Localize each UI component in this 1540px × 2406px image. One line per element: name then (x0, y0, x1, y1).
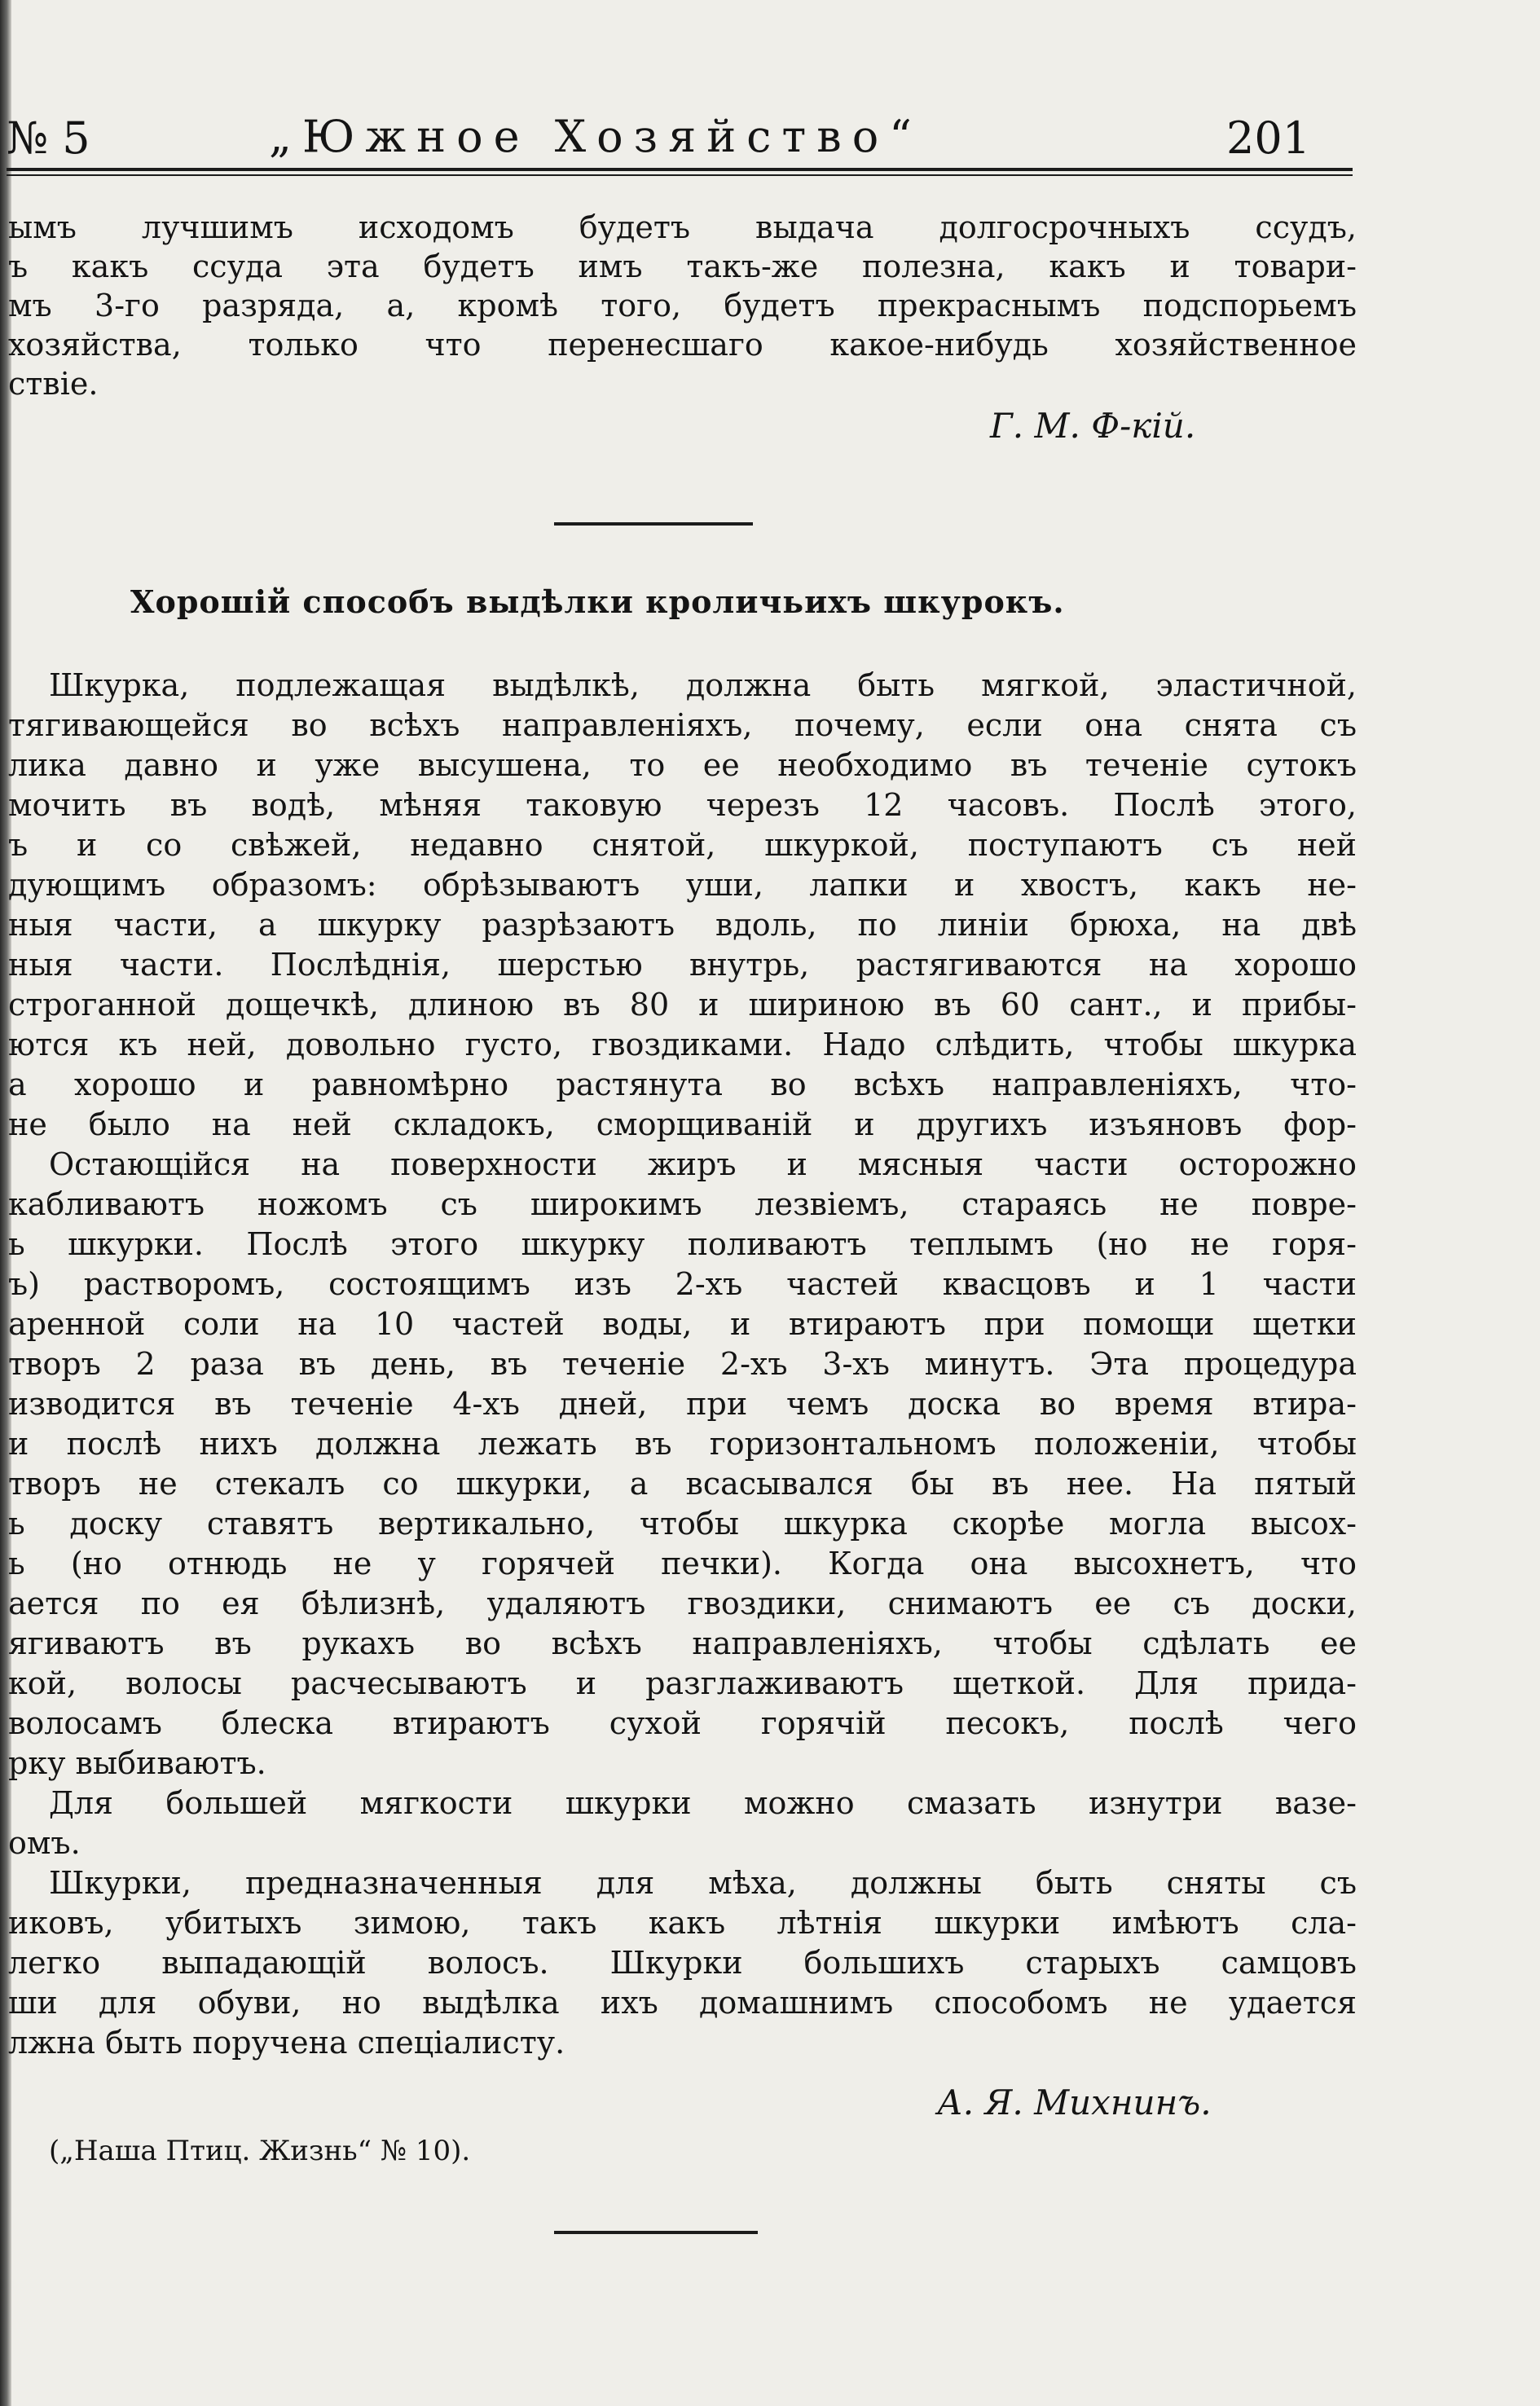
article2-line: Шкурки, предназначенныя для мѣха, должны быть сняты съ (49, 1865, 1357, 1901)
article2-line: мочить въ водѣ, мѣняя таковую черезъ 12 часовъ. Послѣ этого, (8, 787, 1357, 823)
article2-line: омъ. (8, 1825, 81, 1861)
article2-line: и послѣ нихъ должна лежать въ горизонтальномъ положеніи, чтобы (8, 1426, 1357, 1462)
article2-line: кабливаютъ ножомъ съ широкимъ лезвіемъ, стараясь не повре- (8, 1186, 1357, 1222)
article2-line: ягиваютъ въ рукахъ во всѣхъ направленіяхъ, чтобы сдѣлать ее (8, 1625, 1357, 1661)
article2-line: ются къ ней, довольно густо, гвоздиками. Надо слѣдить, чтобы шкурка (8, 1027, 1357, 1062)
article2-line: Шкурка, подлежащая выдѣлкѣ, должна быть мягкой, эластичной, (49, 667, 1357, 703)
header-rule-thick (7, 168, 1353, 171)
article2-line: лжна быть поручена спеціалисту. (8, 2025, 565, 2061)
article2-line: ныя части. Послѣднія, шерстью внутрь, растягиваются на хорошо (8, 947, 1357, 983)
article2-line: ь (но отнюдь не у горячей печки). Когда она высохнетъ, что (8, 1546, 1357, 1581)
issue-number: № 5 (7, 112, 90, 164)
article2-line: Остающійся на поверхности жиръ и мясныя части осторожно (49, 1146, 1357, 1182)
header-rule-thin (7, 174, 1353, 176)
article2-line: рку выбиваютъ. (8, 1745, 266, 1781)
article1-line: ствіе. (8, 366, 99, 402)
article2-line: Для большей мягкости шкурки можно смазать изнутри вазе- (49, 1785, 1357, 1821)
article2-line: кой, волосы расчесываютъ и разглаживаютъ щеткой. Для прида- (8, 1665, 1357, 1701)
journal-title: „Южное Хозяйство“ (269, 111, 922, 162)
article2-line: ается по ея бѣлизнѣ, удаляютъ гвоздики, снимаютъ ее съ доски, (8, 1586, 1357, 1621)
article1-signature: Г. М. Ф-кій. (990, 406, 1196, 446)
article2-line: аренной соли на 10 частей воды, и втираютъ при помощи щетки (8, 1306, 1357, 1342)
page-number: 201 (1226, 112, 1311, 164)
section-separator (554, 522, 753, 526)
running-header (0, 96, 1385, 178)
article1-line: хозяйства, только что перенесшаго какое-нибудь хозяйственное (8, 327, 1357, 363)
article2-line: волосамъ блеска втираютъ сухой горячій песокъ, послѣ чего (8, 1705, 1357, 1741)
article2-line: иковъ, убитыхъ зимою, такъ какъ лѣтнія шкурки имѣютъ сла- (8, 1905, 1357, 1941)
article2-line: ь шкурки. Послѣ этого шкурку поливаютъ теплымъ (но не горя- (8, 1226, 1357, 1262)
article2-line: ши для обуви, но выдѣлка ихъ домашнимъ способомъ не удается (8, 1985, 1357, 2021)
article2-title: Хорошій способъ выдѣлки кроличьихъ шкурокъ. (130, 583, 1065, 620)
article2-signature: А. Я. Михнинъ. (937, 2083, 1212, 2122)
article2-line: ъ и со свѣжей, недавно снятой, шкуркой, поступаютъ съ ней (8, 827, 1357, 863)
article2-line: лика давно и уже высушена, то ее необходимо въ теченіе сутокъ (8, 747, 1357, 783)
article2-line: творъ 2 раза въ день, въ теченіе 2-хъ 3-хъ минутъ. Эта процедура (8, 1346, 1357, 1382)
article2-line: легко выпадающій волосъ. Шкурки большихъ старыхъ самцовъ (8, 1945, 1357, 1981)
article1-line: ымъ лучшимъ исходомъ будетъ выдача долгосрочныхъ ссудъ, (8, 209, 1357, 245)
article1-line: мъ 3-го разряда, а, кромѣ того, будетъ прекраснымъ подспорьемъ (8, 288, 1357, 323)
article2-line: изводится въ теченіе 4-хъ дней, при чемъ доска во время втира- (8, 1386, 1357, 1422)
end-separator (554, 2231, 758, 2234)
article2-line: творъ не стекалъ со шкурки, а всасывался бы въ нее. На пятый (8, 1466, 1357, 1502)
article2-line: ъ) растворомъ, состоящимъ изъ 2-хъ частей квасцовъ и 1 части (8, 1266, 1357, 1302)
article2-line: дующимъ образомъ: обрѣзываютъ уши, лапки и хвостъ, какъ не- (8, 867, 1357, 903)
article2-line: ныя части, а шкурку разрѣзаютъ вдоль, по линіи брюха, на двѣ (8, 907, 1357, 943)
source-note: („Наша Птиц. Жизнь“ № 10). (49, 2135, 471, 2167)
article2-line: не было на ней складокъ, сморщиваній и другихъ изъяновъ фор- (8, 1106, 1357, 1142)
article1-line: ъ какъ ссуда эта будетъ имъ такъ-же полезна, какъ и товари- (8, 249, 1357, 284)
article2-line: а хорошо и равномѣрно растянута во всѣхъ направленіяхъ, что- (8, 1067, 1357, 1102)
article2-line: строганной дощечкѣ, длиною въ 80 и шириною въ 60 сант., и прибы- (8, 987, 1357, 1023)
article2-line: тягивающейся во всѣхъ направленіяхъ, почему, если она снята съ (8, 707, 1357, 743)
article2-line: ь доску ставятъ вертикально, чтобы шкурка скорѣе могла высох- (8, 1506, 1357, 1542)
